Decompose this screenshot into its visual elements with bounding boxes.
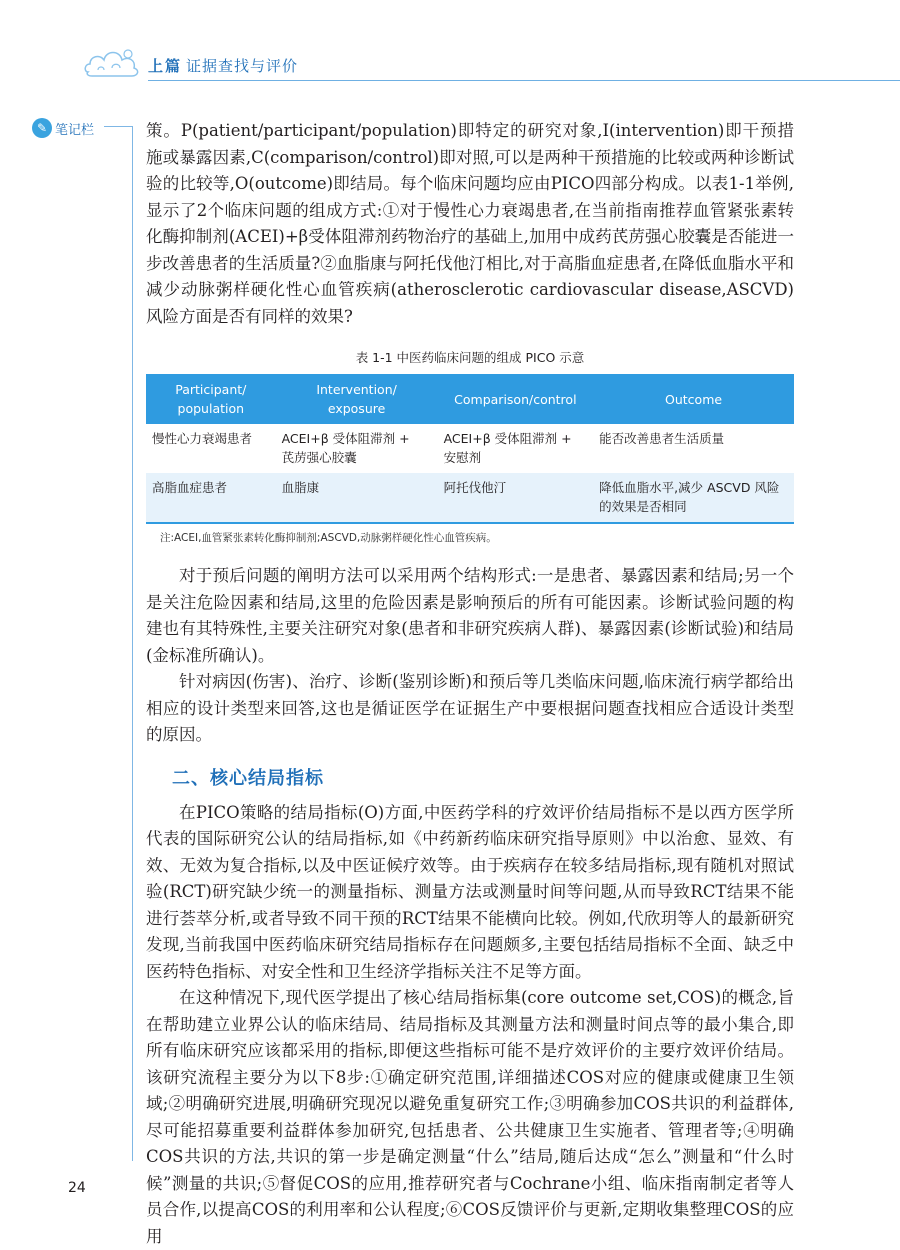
column-header-comparison <box>438 374 594 424</box>
table-cell: 高脂血症患者 <box>146 473 276 523</box>
table-cell: ACEI+β 受体阻滞剂 + 芪苈强心胶囊 <box>281 431 410 465</box>
table-row <box>146 473 794 523</box>
paragraph-design-types: 针对病因(伤害)、治疗、诊断(鉴别诊断)和预后等几类临床问题,临床流行病学都给出相应的设计类型来回答,这也是循证医学在证据生产中要根据问题查找相应合适设计类型的原因。 <box>146 672 794 744</box>
table-cell: 阿托伐他汀 <box>438 473 594 523</box>
column-header-outcome <box>593 374 794 424</box>
table-footnote: 注:ACEI,血管紧张素转化酶抑制剂;ASCVD,动脉粥样硬化性心血管疾病。 <box>160 532 497 544</box>
notes-column-badge <box>32 118 94 138</box>
table-row <box>146 424 794 473</box>
table-cell: 血脂康 <box>276 473 438 523</box>
header-chapter-title: 证据查找与评价 <box>186 57 299 75</box>
notes-column-label: 笔记栏 <box>55 122 95 138</box>
paragraph-pico-intro: 策。P(patient/participant/population)即特定的研究对象,I(intervention)即干预措施或暴露因素,C(comparison/control)即对照,可以是两种干预措施的比较或两种诊断试验的比较等,O(outcome)即结局。每个临床问题均应由PICO四部分构成。以表1-1举例,显示了2个临床问题的组成方式:①对于慢性心力衰竭患者,在当前指南推荐血管紧张素转化酶抑制剂(ACEI)+β受体阻滞剂药物治疗的基础上,加用中成药芪苈强心胶囊是否能进一步改善患者的生活质量?②血脂康与阿托伐他汀相比,对于高脂血症患者,在降低血脂水平和减少动脉粥样硬化性心血管疾病(atherosclerotic cardiovascular disease,ASCVD)风险方面是否有同样的效果? <box>146 121 794 326</box>
table-header-row <box>146 374 794 424</box>
paragraph-outcome-indicators: 在PICO策略的结局指标(O)方面,中医药学科的疗效评价结局指标不是以西方医学所代表的国际研究公认的结局指标,如《中药新药临床研究指导原则》中以治愈、显效、有效、无效为复合指标,以及中医证候疗效等。由于疾病存在较多结局指标,现有随机对照试验(RCT)研究缺少统一的测量指标、测量方法或测量时间等问题,从而导致RCT结果不能进行荟萃分析,或者导致不同干预的RCT结果不能横向比较。例如,代欣玥等人的最新研究发现,当前我国中医药临床研究结局指标存在问题颇多,主要包括结局指标不全面、缺乏中医药特色指标、对安全性和卫生经济学指标关注不足等方面。 <box>146 802 794 981</box>
paragraph-core-outcome-set: 在这种情况下,现代医学提出了核心结局指标集(core outcome set,COS)的概念,旨在帮助建立业界公认的临床结局、结局指标及其测量方法和测量时间点等的最小集合,即所有临床研究应该都采用的指标,即便这些指标可能不是疗效评价的主要疗效评价结局。该研究流程主要分为以下8步:①确定研究范围,详细描述COS对应的健康或健康卫生领域;②明确研究进展,明确研究现况以避免重复研究工作;③明确参加COS共识的利益群体,尽可能招募重要利益群体参加研究,包括患者、公共健康卫生实施者、管理者等;④明确COS共识的方法,共识的第一步是确定测量“什么”结局,随后达成“怎么”测量和“什么时候”测量的共识;⑤督促COS的应用,推荐研究者与Cochrane小组、临床指南制定者等人员合作,以提高COS的利用率和公认程度;⑥COS反馈评价与更新,定期收集整理COS的应用 <box>146 988 794 1246</box>
column-header-intervention-text: Intervention/ exposure <box>316 382 397 416</box>
table-cell: ACEI+β 受体阻滞剂 + 安慰剂 <box>443 431 572 465</box>
section-heading: 二、核心结局指标 <box>172 767 324 789</box>
notes-column-divider <box>132 126 133 1161</box>
table-caption: 表 1-1 中医药临床问题的组成 PICO 示意 <box>355 350 585 365</box>
header-part-label: 上篇 <box>148 57 183 75</box>
notes-column-top-rule <box>104 126 132 127</box>
table-cell: 能否改善患者生活质量 <box>599 431 725 446</box>
column-header-participant <box>146 374 276 424</box>
table-cell: 慢性心力衰竭患者 <box>152 431 253 446</box>
cloud-ornament-icon <box>82 42 144 82</box>
column-header-outcome-text: Outcome <box>665 391 723 407</box>
header-divider <box>148 80 900 81</box>
column-header-participant-text: Participant/ population <box>175 382 247 416</box>
paragraph-prognosis: 对于预后问题的阐明方法可以采用两个结构形式:一是患者、暴露因素和结局;另一个是关注危险因素和结局,这里的危险因素是影响预后的所有可能因素。诊断试验问题的构建也有其特殊性,主要关注研究对象(患者和非研究疾病人群)、暴露因素(诊断试验)和结局(金标准所确认)。 <box>146 566 794 665</box>
main-content <box>146 118 794 1250</box>
page-number: 24 <box>68 1180 86 1196</box>
column-header-comparison-text: Comparison/control <box>454 391 577 407</box>
page-header <box>0 0 900 110</box>
pico-table <box>146 374 794 524</box>
pencil-note-icon: ✎ <box>32 118 52 138</box>
table-cell: 降低血脂水平,减少 ASCVD 风险 的效果是否相同 <box>593 473 794 523</box>
column-header-intervention <box>276 374 438 424</box>
